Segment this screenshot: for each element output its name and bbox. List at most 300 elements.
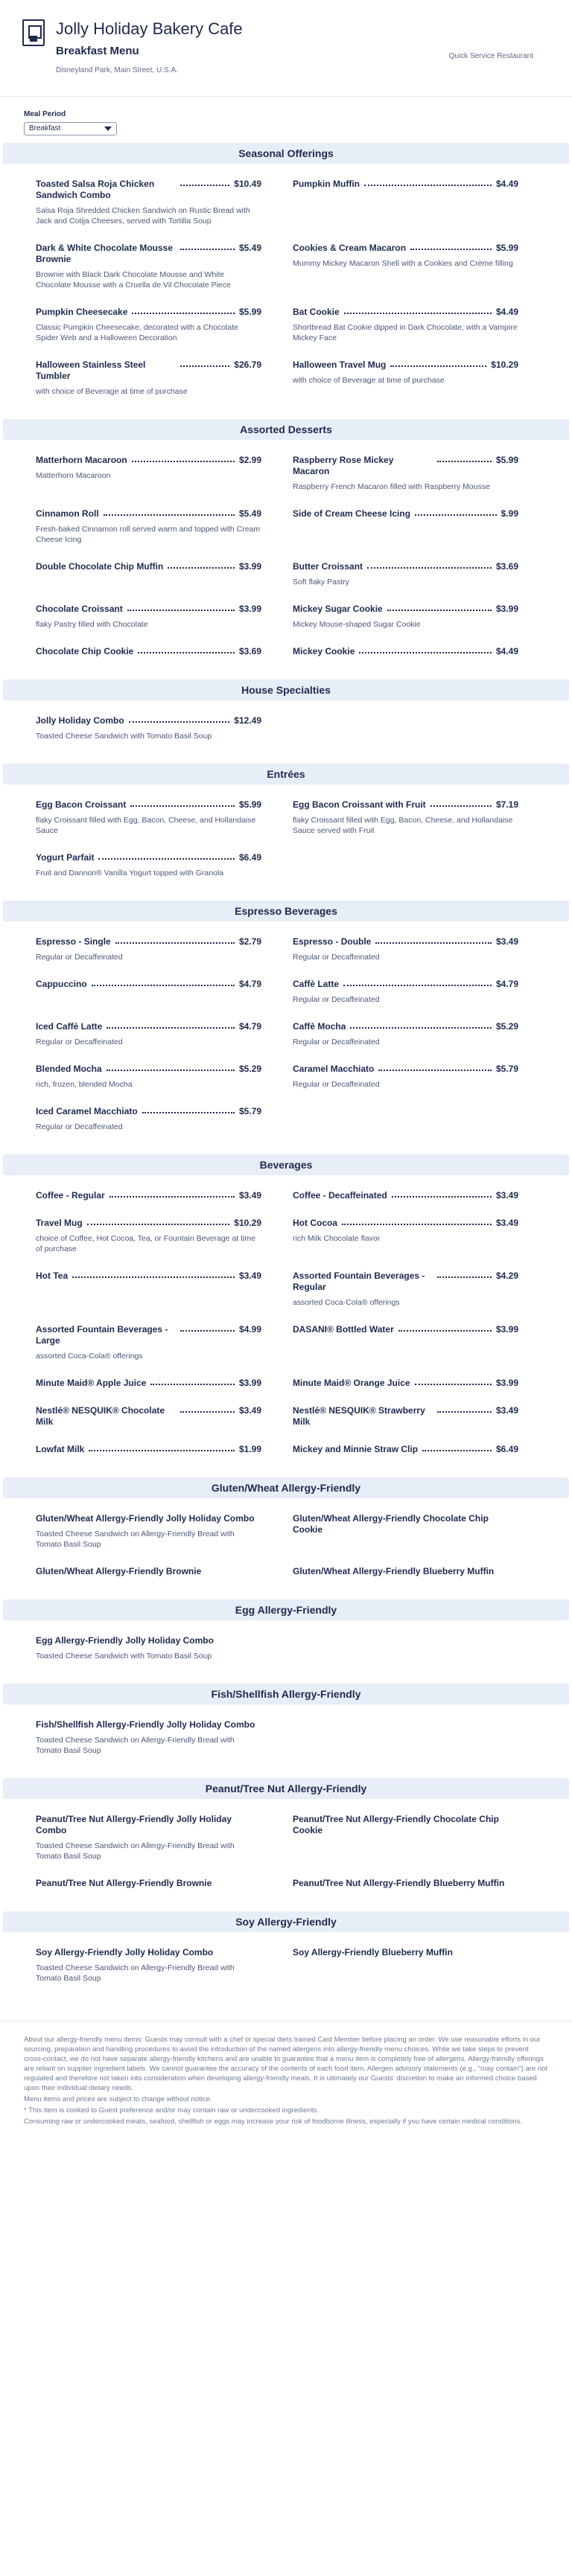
price-leader-dots bbox=[115, 936, 235, 944]
menu-item[interactable] bbox=[36, 1378, 293, 1389]
restaurant-location: Disneyland Park, Main Street, U.S.A. bbox=[56, 66, 178, 74]
price-leader-dots bbox=[430, 799, 492, 807]
price-leader-dots bbox=[87, 1218, 230, 1225]
menu-item[interactable] bbox=[36, 799, 293, 836]
menu-item-price: $4.49 bbox=[495, 646, 518, 656]
menu-item-price: $2.99 bbox=[238, 455, 261, 465]
menu-item-row bbox=[36, 1190, 261, 1201]
meal-period-select[interactable] bbox=[24, 122, 117, 135]
menu-item-description: Matterhorn Macaroon bbox=[36, 471, 111, 480]
menu-item-price: $5.99 bbox=[238, 307, 261, 317]
menu-item[interactable] bbox=[293, 455, 550, 492]
menu-item[interactable] bbox=[36, 1444, 293, 1455]
menu-item-price: $5.29 bbox=[495, 1021, 518, 1032]
menu-item-name: Peanut/Tree Nut Allergy-Friendly Brownie bbox=[36, 1878, 212, 1888]
menu-item-description: Brownie with Black Dark Chocolate Mousse and White Chocolate Mousse with a Cruella de Vil Chocolate Piece bbox=[36, 270, 231, 290]
menu-item[interactable] bbox=[293, 508, 550, 545]
menu-item-price: $26.79 bbox=[234, 359, 261, 370]
menu-item[interactable] bbox=[36, 1190, 293, 1201]
menu-item-description: choice of Coffee, Hot Cocoa, Tea, or Fountain Beverage at time of purchase bbox=[36, 1234, 255, 1253]
price-leader-dots bbox=[364, 179, 492, 186]
menu-item[interactable] bbox=[36, 1635, 293, 1661]
service-type: Quick Service Restaurant bbox=[448, 52, 533, 60]
menu-item-price: $3.69 bbox=[238, 646, 261, 656]
price-leader-dots bbox=[350, 1021, 492, 1029]
menu-item-description: Regular or Decaffeinated bbox=[36, 1122, 123, 1131]
menu-item-description: Mummy Mickey Macaron Shell with a Cookies and Crème filling bbox=[293, 259, 513, 268]
menu-item-price: $5.49 bbox=[238, 243, 261, 253]
price-leader-dots bbox=[398, 1324, 492, 1332]
menu-item-description: Raspberry French Macaron filled with Raspberry Mousse bbox=[293, 482, 490, 491]
menu-item-name: Soy Allergy-Friendly Blueberry Muffin bbox=[293, 1947, 453, 1957]
menu-item-row bbox=[36, 1566, 261, 1577]
menu-item-name: Iced Caffè Latte bbox=[36, 1021, 103, 1032]
restaurant-logo-icon bbox=[22, 19, 45, 46]
menu-item[interactable] bbox=[36, 561, 293, 587]
menu-item-name: Mickey Sugar Cookie bbox=[293, 604, 383, 614]
section-title: Soy Allergy-Friendly bbox=[3, 1911, 569, 1932]
menu-item-name: Cappuccino bbox=[36, 979, 87, 989]
menu-item-description: Regular or Decaffeinated bbox=[293, 953, 380, 962]
menu-item[interactable] bbox=[293, 604, 550, 630]
price-leader-dots bbox=[392, 1190, 492, 1198]
menu-item[interactable] bbox=[36, 1271, 293, 1308]
menu-item-name: Mickey Cookie bbox=[293, 646, 355, 656]
menu-item-price: $10.49 bbox=[234, 179, 261, 189]
menu-item[interactable] bbox=[293, 1324, 550, 1361]
price-leader-dots bbox=[410, 243, 492, 250]
menu-item-row bbox=[293, 1064, 518, 1075]
menu-item-description: Mickey Mouse-shaped Sugar Cookie bbox=[293, 620, 421, 629]
price-leader-dots bbox=[180, 1405, 235, 1413]
menu-item-name: Assorted Fountain Beverages - Regular bbox=[293, 1271, 425, 1292]
menu-item-name: Toasted Salsa Roja Chicken Sandwich Combo bbox=[36, 179, 155, 200]
menu-item[interactable] bbox=[36, 508, 293, 545]
menu-item-name: Travel Mug bbox=[36, 1218, 83, 1228]
menu-item[interactable] bbox=[36, 979, 293, 1005]
price-leader-dots bbox=[359, 646, 492, 653]
price-leader-dots bbox=[89, 1444, 235, 1451]
menu-item-price: $4.29 bbox=[495, 1271, 518, 1281]
menu-section bbox=[0, 764, 572, 901]
menu-item-row bbox=[293, 307, 518, 318]
menu-item-price: $3.99 bbox=[238, 1378, 261, 1388]
menu-item[interactable] bbox=[293, 1444, 550, 1455]
menu-item-description: Soft flaky Pastry bbox=[293, 578, 349, 587]
menu-item[interactable] bbox=[36, 646, 293, 657]
menu-item[interactable] bbox=[293, 1878, 550, 1889]
menu-item-row bbox=[293, 1378, 518, 1389]
menu-item[interactable] bbox=[36, 243, 293, 290]
menu-item[interactable] bbox=[36, 1405, 293, 1428]
menu-item-grid bbox=[0, 784, 572, 895]
menu-item-row bbox=[293, 799, 518, 811]
menu-item-row bbox=[293, 1271, 518, 1293]
price-leader-dots bbox=[129, 715, 230, 723]
menu-item-grid bbox=[0, 1799, 572, 1905]
menu-item-price: $3.49 bbox=[495, 1218, 518, 1228]
menu-item[interactable] bbox=[36, 852, 293, 878]
menu-item-row bbox=[36, 1814, 261, 1836]
price-leader-dots bbox=[107, 1021, 235, 1029]
menu-item-row bbox=[293, 455, 518, 477]
menu-item[interactable] bbox=[36, 715, 293, 741]
menu-item-row bbox=[36, 1405, 261, 1428]
menu-item-name: Raspberry Rose Mickey Macaron bbox=[293, 455, 394, 476]
menu-item[interactable] bbox=[293, 1190, 550, 1201]
menu-item-name: Bat Cookie bbox=[293, 307, 340, 317]
section-title: Peanut/Tree Nut Allergy-Friendly bbox=[3, 1778, 569, 1799]
menu-item[interactable] bbox=[36, 936, 293, 962]
menu-item-grid bbox=[0, 1498, 572, 1594]
menu-item-grid bbox=[0, 440, 572, 674]
price-leader-dots bbox=[387, 604, 492, 611]
menu-item-row bbox=[293, 243, 518, 254]
menu-item-row bbox=[36, 852, 261, 863]
menu-item-name: Gluten/Wheat Allergy-Friendly Jolly Holiday Combo bbox=[36, 1513, 255, 1524]
menu-item[interactable] bbox=[293, 1405, 550, 1428]
price-leader-dots bbox=[150, 1378, 235, 1385]
menu-item-grid bbox=[0, 164, 572, 413]
menu-item-price: $4.79 bbox=[238, 979, 261, 989]
menu-item-price: $2.79 bbox=[238, 936, 261, 947]
menu-item[interactable] bbox=[293, 1021, 550, 1047]
menu-item-row bbox=[293, 561, 518, 572]
menu-item-price: $3.49 bbox=[238, 1271, 261, 1281]
menu-item[interactable] bbox=[293, 561, 550, 587]
menu-item-row bbox=[36, 359, 261, 382]
price-leader-dots bbox=[107, 1064, 235, 1071]
menu-section bbox=[0, 143, 572, 419]
menu-item-row bbox=[36, 508, 261, 520]
section-title: Fish/Shellfish Allergy-Friendly bbox=[3, 1684, 569, 1704]
menu-item-row bbox=[36, 1878, 261, 1889]
menu-item-description: Regular or Decaffeinated bbox=[36, 953, 123, 962]
menu-item-price: $4.79 bbox=[238, 1021, 261, 1032]
menu-item-price: $10.29 bbox=[491, 359, 518, 370]
menu-item-name: Peanut/Tree Nut Allergy-Friendly Blueberry Muffin bbox=[293, 1878, 505, 1888]
menu-item-price: $6.49 bbox=[495, 1444, 518, 1454]
menu-item-row bbox=[36, 936, 261, 947]
price-leader-dots bbox=[98, 852, 235, 860]
menu-item[interactable] bbox=[293, 1218, 550, 1254]
menu-item-row bbox=[36, 646, 261, 657]
menu-item-description: flaky Croissant filled with Egg, Bacon, Cheese, and Hollandaise Sauce served with Fruit bbox=[293, 816, 513, 835]
menu-item-description: flaky Croissant filled with Egg, Bacon, Cheese, and Hollandaise Sauce bbox=[36, 816, 256, 835]
menu-item[interactable] bbox=[293, 1947, 550, 1984]
menu-item-name: Soy Allergy-Friendly Jolly Holiday Combo bbox=[36, 1947, 214, 1957]
menu-item-row bbox=[36, 1064, 261, 1075]
price-leader-dots bbox=[138, 646, 235, 653]
menu-item-name: Jolly Holiday Combo bbox=[36, 715, 124, 726]
price-leader-dots bbox=[342, 1218, 492, 1225]
menu-item-name: Mickey and Minnie Straw Clip bbox=[293, 1444, 419, 1454]
menu-item-row bbox=[293, 1814, 518, 1836]
menu-section bbox=[0, 1911, 572, 2006]
menu-item[interactable] bbox=[293, 936, 550, 962]
menu-item-price: $5.99 bbox=[495, 243, 518, 253]
menu-item[interactable] bbox=[293, 307, 550, 343]
menu-item-price: $3.99 bbox=[238, 561, 261, 572]
menu-item-description: Fruit and Dannon® Vanilla Yogurt topped with Granola bbox=[36, 869, 224, 878]
price-leader-dots bbox=[132, 455, 235, 462]
menu-item[interactable] bbox=[36, 455, 293, 492]
menu-item[interactable] bbox=[36, 1218, 293, 1254]
menu-item-price: $5.99 bbox=[495, 455, 518, 465]
menu-item[interactable] bbox=[293, 1814, 550, 1861]
menu-item-price: $3.49 bbox=[495, 1190, 518, 1201]
meal-period-filter bbox=[0, 97, 572, 143]
menu-item-price: $10.29 bbox=[234, 1218, 261, 1228]
menu-item[interactable] bbox=[293, 1566, 550, 1577]
cook-note: * This item is cooked to Guest preference and/or may contain raw or undercooked ingredients. bbox=[24, 2106, 319, 2115]
menu-item[interactable] bbox=[36, 307, 293, 343]
menu-item-name: Halloween Stainless Steel Tumbler bbox=[36, 359, 146, 381]
section-title: Assorted Desserts bbox=[3, 419, 569, 440]
price-leader-dots bbox=[180, 179, 229, 186]
menu-item-name: Caffè Mocha bbox=[293, 1021, 346, 1032]
menu-item-price: $4.49 bbox=[495, 307, 518, 317]
menu-item-name: Chocolate Croissant bbox=[36, 604, 123, 614]
menu-item-name: Hot Tea bbox=[36, 1271, 69, 1281]
menu-item-row bbox=[36, 1021, 261, 1032]
menu-item[interactable] bbox=[36, 1106, 293, 1132]
menu-item-price: $5.79 bbox=[495, 1064, 518, 1074]
chevron-down-icon bbox=[104, 127, 112, 131]
menu-item-row bbox=[293, 1218, 518, 1229]
menu-item-name: Side of Cream Cheese Icing bbox=[293, 508, 411, 519]
menu-item-row bbox=[36, 1218, 261, 1229]
menu-item-price: $4.99 bbox=[238, 1324, 261, 1335]
menu-item-row bbox=[293, 179, 518, 190]
menu-item[interactable] bbox=[293, 359, 550, 397]
menu-item-description: rich, frozen, blended Mocha bbox=[36, 1080, 133, 1089]
menu-item-price: $.99 bbox=[500, 508, 518, 519]
menu-item-price: $12.49 bbox=[234, 715, 261, 726]
menu-item-row bbox=[293, 936, 518, 947]
menu-item[interactable] bbox=[293, 1064, 550, 1090]
price-leader-dots bbox=[130, 799, 235, 807]
menu-item-row bbox=[36, 1271, 261, 1282]
menu-item[interactable] bbox=[36, 359, 293, 397]
menu-item-row bbox=[36, 1719, 261, 1730]
menu-item-row bbox=[36, 307, 261, 318]
menu-item-row bbox=[36, 561, 261, 572]
menu-item-price: $3.99 bbox=[238, 604, 261, 614]
menu-item-description: Regular or Decaffeinated bbox=[36, 1038, 123, 1046]
menu-item-description: flaky Pastry filled with Chocolate bbox=[36, 620, 148, 629]
menu-item-row bbox=[293, 1021, 518, 1032]
menu-item-description: assorted Coca-Cola® offerings bbox=[36, 1352, 143, 1361]
menu-item[interactable] bbox=[36, 1064, 293, 1090]
menu-item-name: Peanut/Tree Nut Allergy-Friendly Chocolate Chip Cookie bbox=[293, 1814, 499, 1835]
price-leader-dots bbox=[415, 508, 497, 516]
menu-item-name: Yogurt Parfait bbox=[36, 852, 95, 863]
menu-footer bbox=[0, 2021, 572, 2143]
price-leader-dots bbox=[168, 561, 235, 569]
menu-section bbox=[0, 1778, 572, 1911]
menu-item-row bbox=[293, 1566, 518, 1577]
allergy-disclaimer: About our allergy-friendly menu items: Guests may consult with a chef or special diets trained Cast Member before placing an order. We use reasonable efforts in our sourcing, preparation and handling procedures to avoid the introduction of the named allergens into allergy-friendly menu choices. While we take steps to prevent cross-contact, we do not have separate allergy-friendly kitchens and are unable to guarantee that a menu item is completely free of allergens. Allergy-friendly offerings are reliant on supplier ingredient labels. We cannot guarantee the accuracy of the contents of each food item. Allergen advisory statements (e.g., "may contain") are not regulated and therefore not taken into consideration when developing allergy-friendly meals. It is ultimately our Guests' discretion to make an informed choice based upon their individual dietary needs. bbox=[24, 2036, 548, 2092]
menu-item-price: $5.49 bbox=[238, 508, 261, 519]
menu-item-description: Salsa Roja Shredded Chicken Sandwich on Rustic Bread with Jack and Cotija Cheeses, served with Tortilla Soup bbox=[36, 206, 250, 226]
menu-item-name: Blended Mocha bbox=[36, 1064, 102, 1074]
menu-item-row bbox=[36, 1378, 261, 1389]
menu-item-description: Shortbread Bat Cookie dipped in Dark Chocolate, with a Vampire Mickey Face bbox=[293, 323, 518, 342]
menu-item-row bbox=[36, 179, 261, 201]
section-title: Beverages bbox=[3, 1154, 569, 1175]
menu-item[interactable] bbox=[36, 604, 293, 630]
menu-item-description: Toasted Cheese Sandwich on Allergy-Friendly Bread with Tomato Basil Soup bbox=[36, 1530, 235, 1549]
menu-item-row bbox=[293, 1405, 518, 1428]
menu-item[interactable] bbox=[36, 1814, 293, 1861]
menu-section bbox=[0, 1599, 572, 1684]
menu-item-row bbox=[36, 715, 261, 726]
menu-item-name: Halloween Travel Mug bbox=[293, 359, 387, 370]
menu-item[interactable] bbox=[293, 1513, 550, 1550]
menu-item-name: Butter Croissant bbox=[293, 561, 363, 572]
section-title: Espresso Beverages bbox=[3, 901, 569, 921]
section-title: Gluten/Wheat Allergy-Friendly bbox=[3, 1477, 569, 1498]
menu-item-row bbox=[293, 359, 518, 371]
menu-item-price: $3.49 bbox=[495, 1405, 518, 1416]
menu-item-price: $7.19 bbox=[495, 799, 518, 810]
price-leader-dots bbox=[142, 1106, 235, 1113]
menu-item-description: rich Milk Chocolate flavor bbox=[293, 1234, 381, 1243]
menu-item-name: Caffè Latte bbox=[293, 979, 340, 989]
restaurant-title: Jolly Holiday Bakery Cafe bbox=[56, 19, 243, 38]
menu-sections bbox=[0, 143, 572, 2006]
menu-item-row bbox=[293, 979, 518, 990]
price-leader-dots bbox=[104, 508, 235, 516]
menu-item[interactable] bbox=[36, 1021, 293, 1047]
price-leader-dots bbox=[180, 1324, 235, 1332]
menu-item[interactable] bbox=[293, 646, 550, 657]
menu-item-price: $3.99 bbox=[495, 1324, 518, 1335]
menu-item-price: $3.69 bbox=[495, 561, 518, 572]
menu-item[interactable] bbox=[293, 243, 550, 290]
menu-item-row bbox=[293, 1324, 518, 1335]
menu-item-price: $3.99 bbox=[495, 1378, 518, 1388]
menu-item-name: DASANI® Bottled Water bbox=[293, 1324, 394, 1335]
menu-item-name: Dark & White Chocolate Mousse Brownie bbox=[36, 243, 174, 264]
menu-item-description: Regular or Decaffeinated bbox=[293, 1080, 380, 1089]
menu-item-row bbox=[293, 1444, 518, 1455]
menu-item-name: Espresso - Single bbox=[36, 936, 111, 947]
menu-item-row bbox=[36, 1106, 261, 1117]
price-leader-dots bbox=[415, 1378, 492, 1385]
menu-item[interactable] bbox=[36, 179, 293, 226]
menu-item-name: Gluten/Wheat Allergy-Friendly Chocolate Chip Cookie bbox=[293, 1513, 489, 1535]
menu-item-row bbox=[293, 508, 518, 520]
menu-item-description: Toasted Cheese Sandwich on Allergy-Friendly Bread with Tomato Basil Soup bbox=[36, 1841, 235, 1861]
menu-item-grid bbox=[0, 1620, 572, 1678]
menu-item-name: Minute Maid® Apple Juice bbox=[36, 1378, 147, 1388]
price-leader-dots bbox=[367, 561, 492, 569]
menu-item-grid bbox=[0, 921, 572, 1148]
menu-item-description: Fresh-baked Cinnamon roll served warm and topped with Cream Cheese Icing bbox=[36, 525, 261, 544]
menu-item-name: Fish/Shellfish Allergy-Friendly Jolly Holiday Combo bbox=[36, 1719, 255, 1730]
menu-item-name: Pumpkin Cheesecake bbox=[36, 307, 128, 317]
menu-item-name: Gluten/Wheat Allergy-Friendly Blueberry Muffin bbox=[293, 1566, 495, 1576]
menu-item-price: $5.79 bbox=[238, 1106, 261, 1116]
menu-item[interactable] bbox=[36, 1324, 293, 1361]
menu-item-row bbox=[293, 1513, 518, 1535]
menu-item-name: Minute Maid® Orange Juice bbox=[293, 1378, 410, 1388]
menu-item-name: Peanut/Tree Nut Allergy-Friendly Jolly Holiday Combo bbox=[36, 1814, 232, 1835]
menu-item-description: with choice of Beverage at time of purchase bbox=[36, 387, 188, 396]
price-leader-dots bbox=[437, 1405, 492, 1413]
menu-item[interactable] bbox=[36, 1878, 293, 1889]
menu-item-price: $3.49 bbox=[495, 936, 518, 947]
menu-item-description: with choice of Beverage at time of purchase bbox=[293, 376, 445, 385]
price-leader-dots bbox=[132, 307, 235, 314]
menu-item-description: Toasted Cheese Sandwich on Allergy-Friendly Bread with Tomato Basil Soup bbox=[36, 1963, 235, 1983]
menu-item[interactable] bbox=[36, 1513, 293, 1550]
menu-item-name: Coffee - Decaffeinated bbox=[293, 1190, 387, 1201]
menu-item[interactable] bbox=[293, 1271, 550, 1308]
menu-item-price: $6.49 bbox=[238, 852, 261, 863]
menu-item-row bbox=[36, 455, 261, 466]
price-leader-dots bbox=[344, 307, 492, 314]
menu-item-grid bbox=[0, 700, 572, 758]
menu-item-row bbox=[36, 243, 261, 265]
price-leader-dots bbox=[378, 1064, 492, 1071]
menu-item-price: $1.99 bbox=[238, 1444, 261, 1454]
menu-item-row bbox=[293, 646, 518, 657]
menu-item[interactable] bbox=[293, 979, 550, 1005]
section-title: Entrées bbox=[3, 764, 569, 784]
price-leader-dots bbox=[422, 1444, 492, 1451]
price-leader-dots bbox=[180, 243, 235, 250]
menu-item[interactable] bbox=[293, 799, 550, 836]
menu-item[interactable] bbox=[293, 1378, 550, 1389]
menu-item-row bbox=[36, 1444, 261, 1455]
menu-item-row bbox=[36, 979, 261, 990]
menu-section bbox=[0, 901, 572, 1154]
menu-item-row bbox=[36, 799, 261, 811]
menu-item-row bbox=[36, 1513, 261, 1524]
menu-item[interactable] bbox=[36, 1719, 293, 1756]
menu-item-name: Iced Caramel Macchiato bbox=[36, 1106, 138, 1116]
menu-item-price: $3.49 bbox=[238, 1405, 261, 1416]
consume-note: Consuming raw or undercooked meats, seafood, shellfish or eggs may increase your risk of foodborne illness, especially if you have certain medical conditions. bbox=[24, 2118, 523, 2126]
menu-item-price: $3.99 bbox=[495, 604, 518, 614]
menu-item-row bbox=[36, 1947, 261, 1958]
price-leader-dots bbox=[92, 979, 235, 986]
menu-item-description: Regular or Decaffeinated bbox=[293, 1038, 380, 1046]
menu-section bbox=[0, 1154, 572, 1477]
menu-item-price: $5.99 bbox=[238, 799, 261, 810]
menu-item[interactable] bbox=[293, 179, 550, 226]
menu-section bbox=[0, 419, 572, 680]
menu-item-name: Nestlé® NESQUIK® Chocolate Milk bbox=[36, 1405, 165, 1427]
section-title: Seasonal Offerings bbox=[3, 143, 569, 164]
menu-item-name: Caramel Macchiato bbox=[293, 1064, 375, 1074]
price-leader-dots bbox=[180, 359, 229, 367]
menu-item-name: Egg Allergy-Friendly Jolly Holiday Combo bbox=[36, 1635, 214, 1646]
menu-item[interactable] bbox=[36, 1566, 293, 1577]
menu-item-price: $3.49 bbox=[238, 1190, 261, 1201]
menu-item-row bbox=[36, 1635, 261, 1646]
menu-item-row bbox=[293, 1190, 518, 1201]
menu-item-name: Gluten/Wheat Allergy-Friendly Brownie bbox=[36, 1566, 202, 1576]
menu-item-name: Espresso - Double bbox=[293, 936, 372, 947]
menu-item-row bbox=[293, 1947, 518, 1958]
menu-section bbox=[0, 680, 572, 764]
price-leader-dots bbox=[72, 1271, 235, 1278]
menu-item[interactable] bbox=[36, 1947, 293, 1984]
